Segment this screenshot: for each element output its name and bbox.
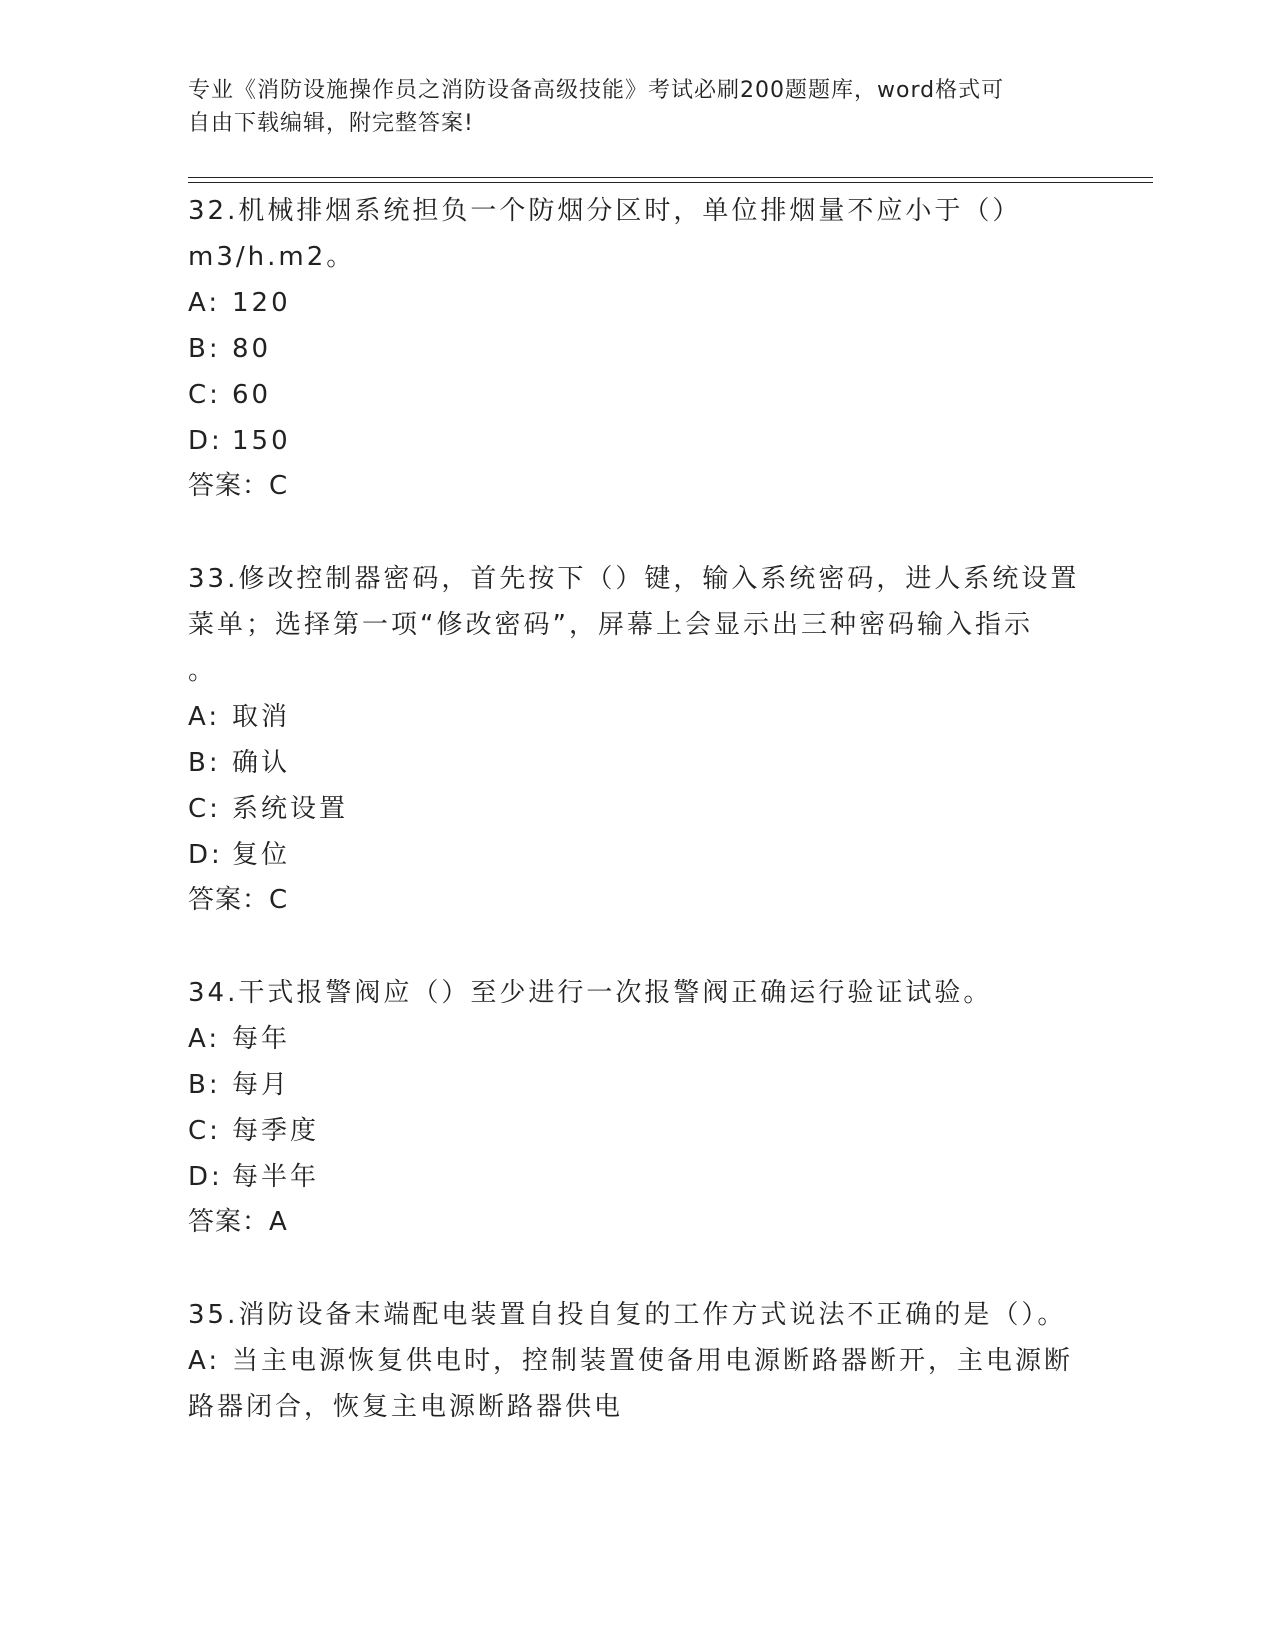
option-key: C: (188, 1116, 221, 1146)
option-text: 每季度 (232, 1116, 320, 1146)
option-text: 150 (232, 426, 291, 456)
answer-line: 答案：C (188, 471, 289, 501)
question-spacer (188, 1244, 1088, 1292)
option-text: 取消 (232, 702, 291, 732)
option-text: 80 (232, 334, 272, 364)
question-32 (188, 188, 1088, 508)
option-key: A: (188, 1024, 221, 1054)
option-text: 确认 (232, 748, 291, 778)
option-text: 每半年 (232, 1162, 320, 1192)
option-key: D: (188, 840, 223, 870)
question-text-line: 34.干式报警阀应（）至少进行一次报警阀正确运行验证试验。 (188, 978, 993, 1008)
question-35 (188, 1292, 1088, 1430)
answer-line: 答案：C (188, 885, 289, 915)
question-text-line: 32.机械排烟系统担负一个防烟分区时，单位排烟量不应小于（） (188, 196, 1022, 226)
header-line-2: 自由下载编辑，附完整答案! (188, 111, 474, 136)
option-d (188, 418, 1088, 464)
option-key: A: (188, 1346, 221, 1376)
option-c (188, 372, 1088, 418)
question-text-line: 33.修改控制器密码，首先按下（）键，输入系统密码，进人系统设置 (188, 564, 1080, 594)
option-b (188, 326, 1088, 372)
option-c (188, 786, 1088, 832)
header-rule-bottom (188, 182, 1153, 183)
option-d (188, 832, 1088, 878)
option-text: 60 (232, 380, 272, 410)
question-spacer (188, 922, 1088, 970)
option-a-continued: 路器闭合，恢复主电源断路器供电 (188, 1392, 624, 1422)
option-a (188, 280, 1088, 326)
option-b (188, 1062, 1088, 1108)
option-b (188, 740, 1088, 786)
option-key: B: (188, 1070, 221, 1100)
option-key: D: (188, 426, 223, 456)
option-text: 当主电源恢复供电时，控制装置使备用电源断路器断开，主电源断 (232, 1346, 1074, 1376)
option-a (188, 1016, 1088, 1062)
option-key: A: (188, 702, 221, 732)
option-key: C: (188, 380, 221, 410)
header-line-1: 专业《消防设施操作员之消防设备高级技能》考试必刷200题题库，word格式可 (188, 78, 1005, 103)
option-key: B: (188, 748, 221, 778)
option-a (188, 694, 1088, 740)
option-d (188, 1154, 1088, 1200)
question-text-line: 菜单；选择第一项“修改密码”，屏幕上会显示出三种密码输入指示 (188, 610, 1033, 640)
question-text-line: m3/h.m2。 (188, 242, 356, 272)
question-list (188, 188, 1088, 1430)
document-header (188, 74, 1088, 140)
option-a (188, 1338, 1088, 1384)
option-text: 120 (232, 288, 291, 318)
option-key: B: (188, 334, 221, 364)
option-key: D: (188, 1162, 223, 1192)
option-text: 复位 (232, 840, 291, 870)
option-c (188, 1108, 1088, 1154)
question-spacer (188, 508, 1088, 556)
answer-line: 答案：A (188, 1207, 288, 1237)
question-34 (188, 970, 1088, 1244)
header-rule-top (188, 177, 1153, 178)
option-key: C: (188, 794, 221, 824)
question-33 (188, 556, 1088, 922)
question-text-line: 。 (188, 656, 218, 686)
option-text: 系统设置 (232, 794, 349, 824)
option-key: A: (188, 288, 221, 318)
option-text: 每月 (232, 1070, 291, 1100)
question-text-line: 35.消防设备末端配电装置自投自复的工作方式说法不正确的是（）。 (188, 1300, 1067, 1330)
option-text: 每年 (232, 1024, 291, 1054)
